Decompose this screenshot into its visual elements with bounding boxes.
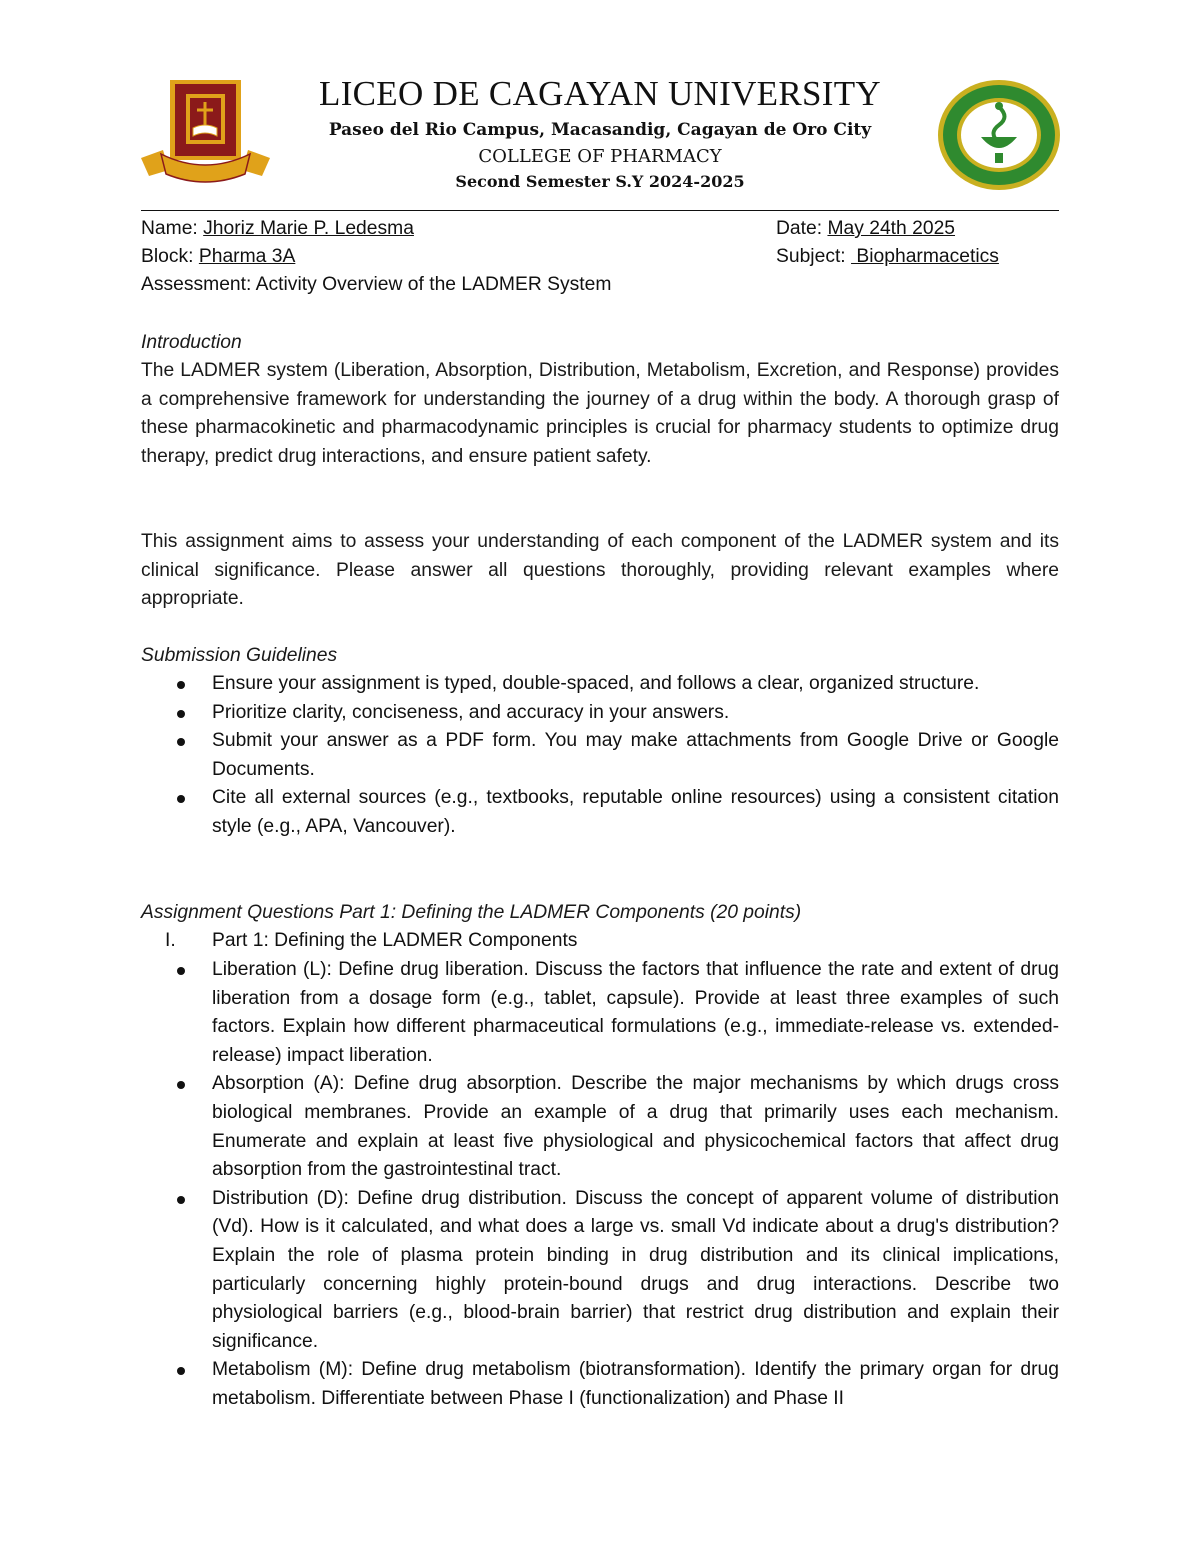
list-item: Distribution (D): Define drug distribution. Discuss the concept of apparent volume of distribution (Vd). How is it calculated, and what does a large vs. small Vd indicate about a drug's distribution? Explain the role of plasma protein binding in drug distribution and its clinical implications, particularly concerning highly protein-bound drugs and drug interactions. Describe two physiological barriers (e.g., blood-brain barrier) that restrict drug distribution and explain their significance.	[141, 1185, 1059, 1357]
bullet-icon	[177, 795, 185, 803]
liceo-university-seal-icon	[141, 78, 270, 188]
roman-numeral: I.	[165, 930, 176, 951]
part-1-heading	[141, 927, 1059, 956]
list-item: Metabolism (M): Define drug metabolism (biotransformation). Identify the primary organ for drug metabolism. Differentiate between Phase I (functionalization) and Phase II	[141, 1356, 1059, 1413]
list-item: Prioritize clarity, conciseness, and accuracy in your answers.	[141, 699, 1059, 728]
date-field: Date: May 24th 2025	[776, 218, 956, 239]
part-label: Part 1: Defining the LADMER Components	[212, 930, 578, 951]
list-item: Liberation (L): Define drug liberation. Discuss the factors that influence the rate and extent of drug liberation from a dosage form (e.g., tablet, capsule). Provide at least three examples of such factors. Explain how different pharmaceutical formulations (e.g., immediate-release vs. extended-release) impact liberation.	[141, 956, 1059, 1070]
assessment-field: Assessment: Activity Overview of the LADMER System	[141, 274, 612, 295]
name-field: Name: Jhoriz Marie P. Ledesma	[141, 218, 414, 239]
bullet-icon	[177, 1081, 185, 1089]
list-item: Absorption (A): Define drug absorption. Describe the major mechanisms by which drugs cross biological membranes. Provide an example of a drug that primarily uses each mechanism. Enumerate and explain at least five physiological and physicochemical factors that affect drug absorption from the gastrointestinal tract.	[141, 1070, 1059, 1184]
college-name: COLLEGE OF PHARMACY	[478, 146, 722, 167]
campus-address: Paseo del Rio Campus, Macasandig, Cagayan de Oro City	[328, 120, 872, 140]
guidelines-heading: Submission Guidelines	[141, 645, 338, 666]
college-of-pharmacy-seal-icon	[936, 79, 1062, 191]
subject-value: Biopharmacetics	[851, 246, 999, 267]
subject-field: Subject: Biopharmacetics	[776, 246, 999, 267]
bullet-icon	[177, 710, 185, 718]
bullet-icon	[177, 1196, 185, 1204]
block-value: Pharma 3A	[198, 246, 296, 267]
bullet-icon	[177, 738, 185, 746]
date-value: May 24th 2025	[827, 218, 956, 239]
university-name: LICEO DE CAGAYAN UNIVERSITY	[319, 74, 881, 113]
introduction-paragraph-2: This assignment aims to assess your understanding of each component of the LADMER system and its clinical significance. Please answer all questions thoroughly, providing relevant examples where appropriate.	[141, 531, 1059, 610]
introduction-paragraph-1: The LADMER system (Liberation, Absorption, Distribution, Metabolism, Excretion, and Response) provides a comprehensive framework for understanding the journey of a drug within the body. A thorough grasp of these pharmacokinetic and pharmacodynamic principles is crucial for pharmacy students to optimize drug therapy, predict drug interactions, and ensure patient safety.	[141, 360, 1059, 467]
bullet-icon	[177, 967, 185, 975]
header-divider	[141, 210, 1059, 211]
questions-list	[141, 956, 1059, 1414]
name-value: Jhoriz Marie P. Ledesma	[203, 218, 414, 239]
bullet-icon	[177, 1367, 185, 1375]
block-field: Block: Pharma 3A	[141, 246, 296, 267]
guidelines-list	[141, 670, 1059, 842]
semester-label: Second Semester S.Y 2024-2025	[455, 172, 745, 191]
questions-heading: Assignment Questions Part 1: Defining the LADMER Components (20 points)	[141, 902, 802, 923]
bullet-icon	[177, 681, 185, 689]
list-item: Ensure your assignment is typed, double-spaced, and follows a clear, organized structure.	[141, 670, 1059, 699]
list-item: Submit your answer as a PDF form. You may make attachments from Google Drive or Google Documents.	[141, 727, 1059, 784]
introduction-heading: Introduction	[141, 332, 242, 353]
list-item: Cite all external sources (e.g., textbooks, reputable online resources) using a consistent citation style (e.g., APA, Vancouver).	[141, 784, 1059, 841]
